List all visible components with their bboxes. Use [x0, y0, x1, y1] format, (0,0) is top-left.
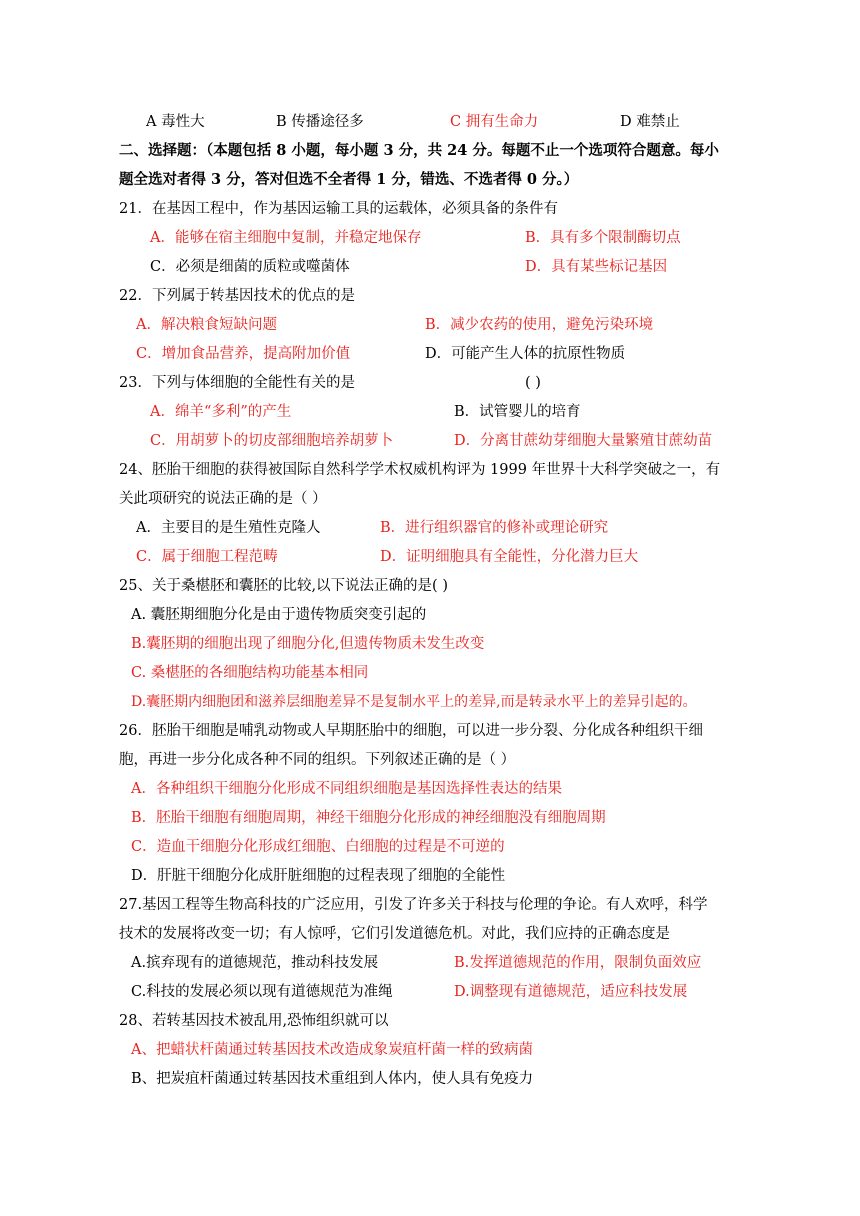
q24-stem-line-2: 关此项研究的说法正确的是（ ）	[119, 491, 327, 507]
q22-option-c: C．增加食品营养，提高附加价值	[136, 346, 351, 362]
q25-option-b: B.囊胚期的细胞出现了细胞分化,但遗传物质未发生改变	[131, 636, 485, 652]
q27-option-b: B.发挥道德规范的作用，限制负面效应	[454, 955, 702, 971]
q26-option-a: A．各种组织干细胞分化形成不同组织细胞是基因选择性表达的结果	[131, 781, 562, 797]
q22-option-a: A．解决粮食短缺问题	[136, 317, 277, 333]
q24-option-d: D．证明细胞具有全能性，分化潜力巨大	[380, 549, 639, 565]
q21-option-d: D．具有某些标记基因	[525, 259, 668, 275]
q25-option-c: C. 桑椹胚的各细胞结构功能基本相同	[131, 665, 369, 681]
q20-option-d: D 难禁止	[620, 114, 680, 130]
q23-option-c: C．用胡萝卜的切皮部细胞培养胡萝卜	[150, 433, 394, 449]
q26-option-d: D．肝脏干细胞分化成肝脏细胞的过程表现了细胞的全能性	[131, 868, 506, 884]
section-header-line-1: 二、选择题：（本题包括 8 小题，每小题 3 分，共 24 分。每题不止一个选项符合题意。每小	[119, 142, 719, 159]
section-header-line-2: 题全选对者得 3 分，答对但选不全者得 1 分，错选、不选者得 0 分。）	[119, 171, 579, 188]
q24-stem-line-1: 24、胚胎干细胞的获得被国际自然科学学术权威机构评为 1999 年世界十大科学突破之一，有	[119, 462, 721, 478]
q26-option-b: B．胚胎干细胞有细胞周期，神经干细胞分化形成的神经细胞没有细胞周期	[131, 810, 606, 826]
q28-stem: 28、若转基因技术被乱用,恐怖组织就可以	[119, 1013, 389, 1029]
q25-stem: 25、关于桑椹胚和囊胚的比较,以下说法正确的是( )	[119, 578, 448, 594]
q27-option-a: A.摈弃现有的道德规范，推动科技发展	[131, 955, 379, 971]
q23-answer-parenthesis: ( )	[525, 375, 541, 391]
q25-option-a: A. 囊胚期细胞分化是由于遗传物质突变引起的	[131, 607, 427, 623]
q21-option-c: C．必须是细菌的质粒或噬菌体	[150, 259, 350, 275]
q20-option-a: A 毒性大	[146, 114, 205, 130]
q24-option-c: C．属于细胞工程范畴	[136, 549, 278, 565]
q22-option-d: D．可能产生人体的抗原性物质	[425, 346, 626, 362]
q27-option-c: C.科技的发展必须以现有道德规范为准绳	[131, 984, 393, 1000]
q21-option-b: B．具有多个限制酶切点	[525, 230, 681, 246]
q28-option-a: A、把蜡状杆菌通过转基因技术改造成象炭疽杆菌一样的致病菌	[131, 1042, 533, 1058]
q20-option-b: B 传播途径多	[276, 114, 364, 130]
q23-option-d: D．分离甘蔗幼芽细胞大量繁殖甘蔗幼苗	[454, 433, 713, 449]
q26-stem-line-2: 胞，再进一步分化成各种不同的组织。下列叙述正确的是（ ）	[119, 752, 516, 768]
q27-stem-line-2: 技术的发展将改变一切；有人惊呼，它们引发道德危机。对此，我们应持的正确态度是	[119, 926, 670, 942]
q27-stem-line-1: 27.基因工程等生物高科技的广泛应用，引发了许多关于科技与伦理的争论。有人欢呼，科学	[119, 897, 708, 913]
q23-option-b: B．试管婴儿的培育	[454, 404, 581, 420]
q24-option-b: B．进行组织器官的修补或理论研究	[380, 520, 609, 536]
q21-option-a: A．能够在宿主细胞中复制，并稳定地保存	[150, 230, 422, 246]
q28-option-b: B、把炭疽杆菌通过转基因技术重组到人体内，使人具有免疫力	[131, 1071, 534, 1087]
q21-stem: 21．在基因工程中，作为基因运输工具的运载体，必须具备的条件有	[119, 201, 558, 217]
q23-option-a: A．绵羊“多利”的产生	[150, 404, 292, 420]
q23-stem: 23．下列与体细胞的全能性有关的是	[119, 375, 355, 391]
q24-option-a: A．主要目的是生殖性克隆人	[136, 520, 321, 536]
q20-option-c: C 拥有生命力	[450, 114, 539, 130]
q27-option-d: D.调整现有道德规范，适应科技发展	[454, 984, 688, 1000]
q25-option-d: D.囊胚期内细胞团和滋养层细胞差异不是复制水平上的差异,而是转录水平上的差异引起的。	[131, 694, 697, 710]
q22-stem: 22．下列属于转基因技术的优点的是	[119, 288, 355, 304]
q26-stem-line-1: 26．胚胎干细胞是哺乳动物或人早期胚胎中的细胞，可以进一步分裂、分化成各种组织干细	[119, 723, 703, 739]
q22-option-b: B．减少农药的使用，避免污染环境	[425, 317, 654, 333]
q26-option-c: C．造血干细胞分化形成红细胞、白细胞的过程是不可逆的	[131, 839, 505, 855]
